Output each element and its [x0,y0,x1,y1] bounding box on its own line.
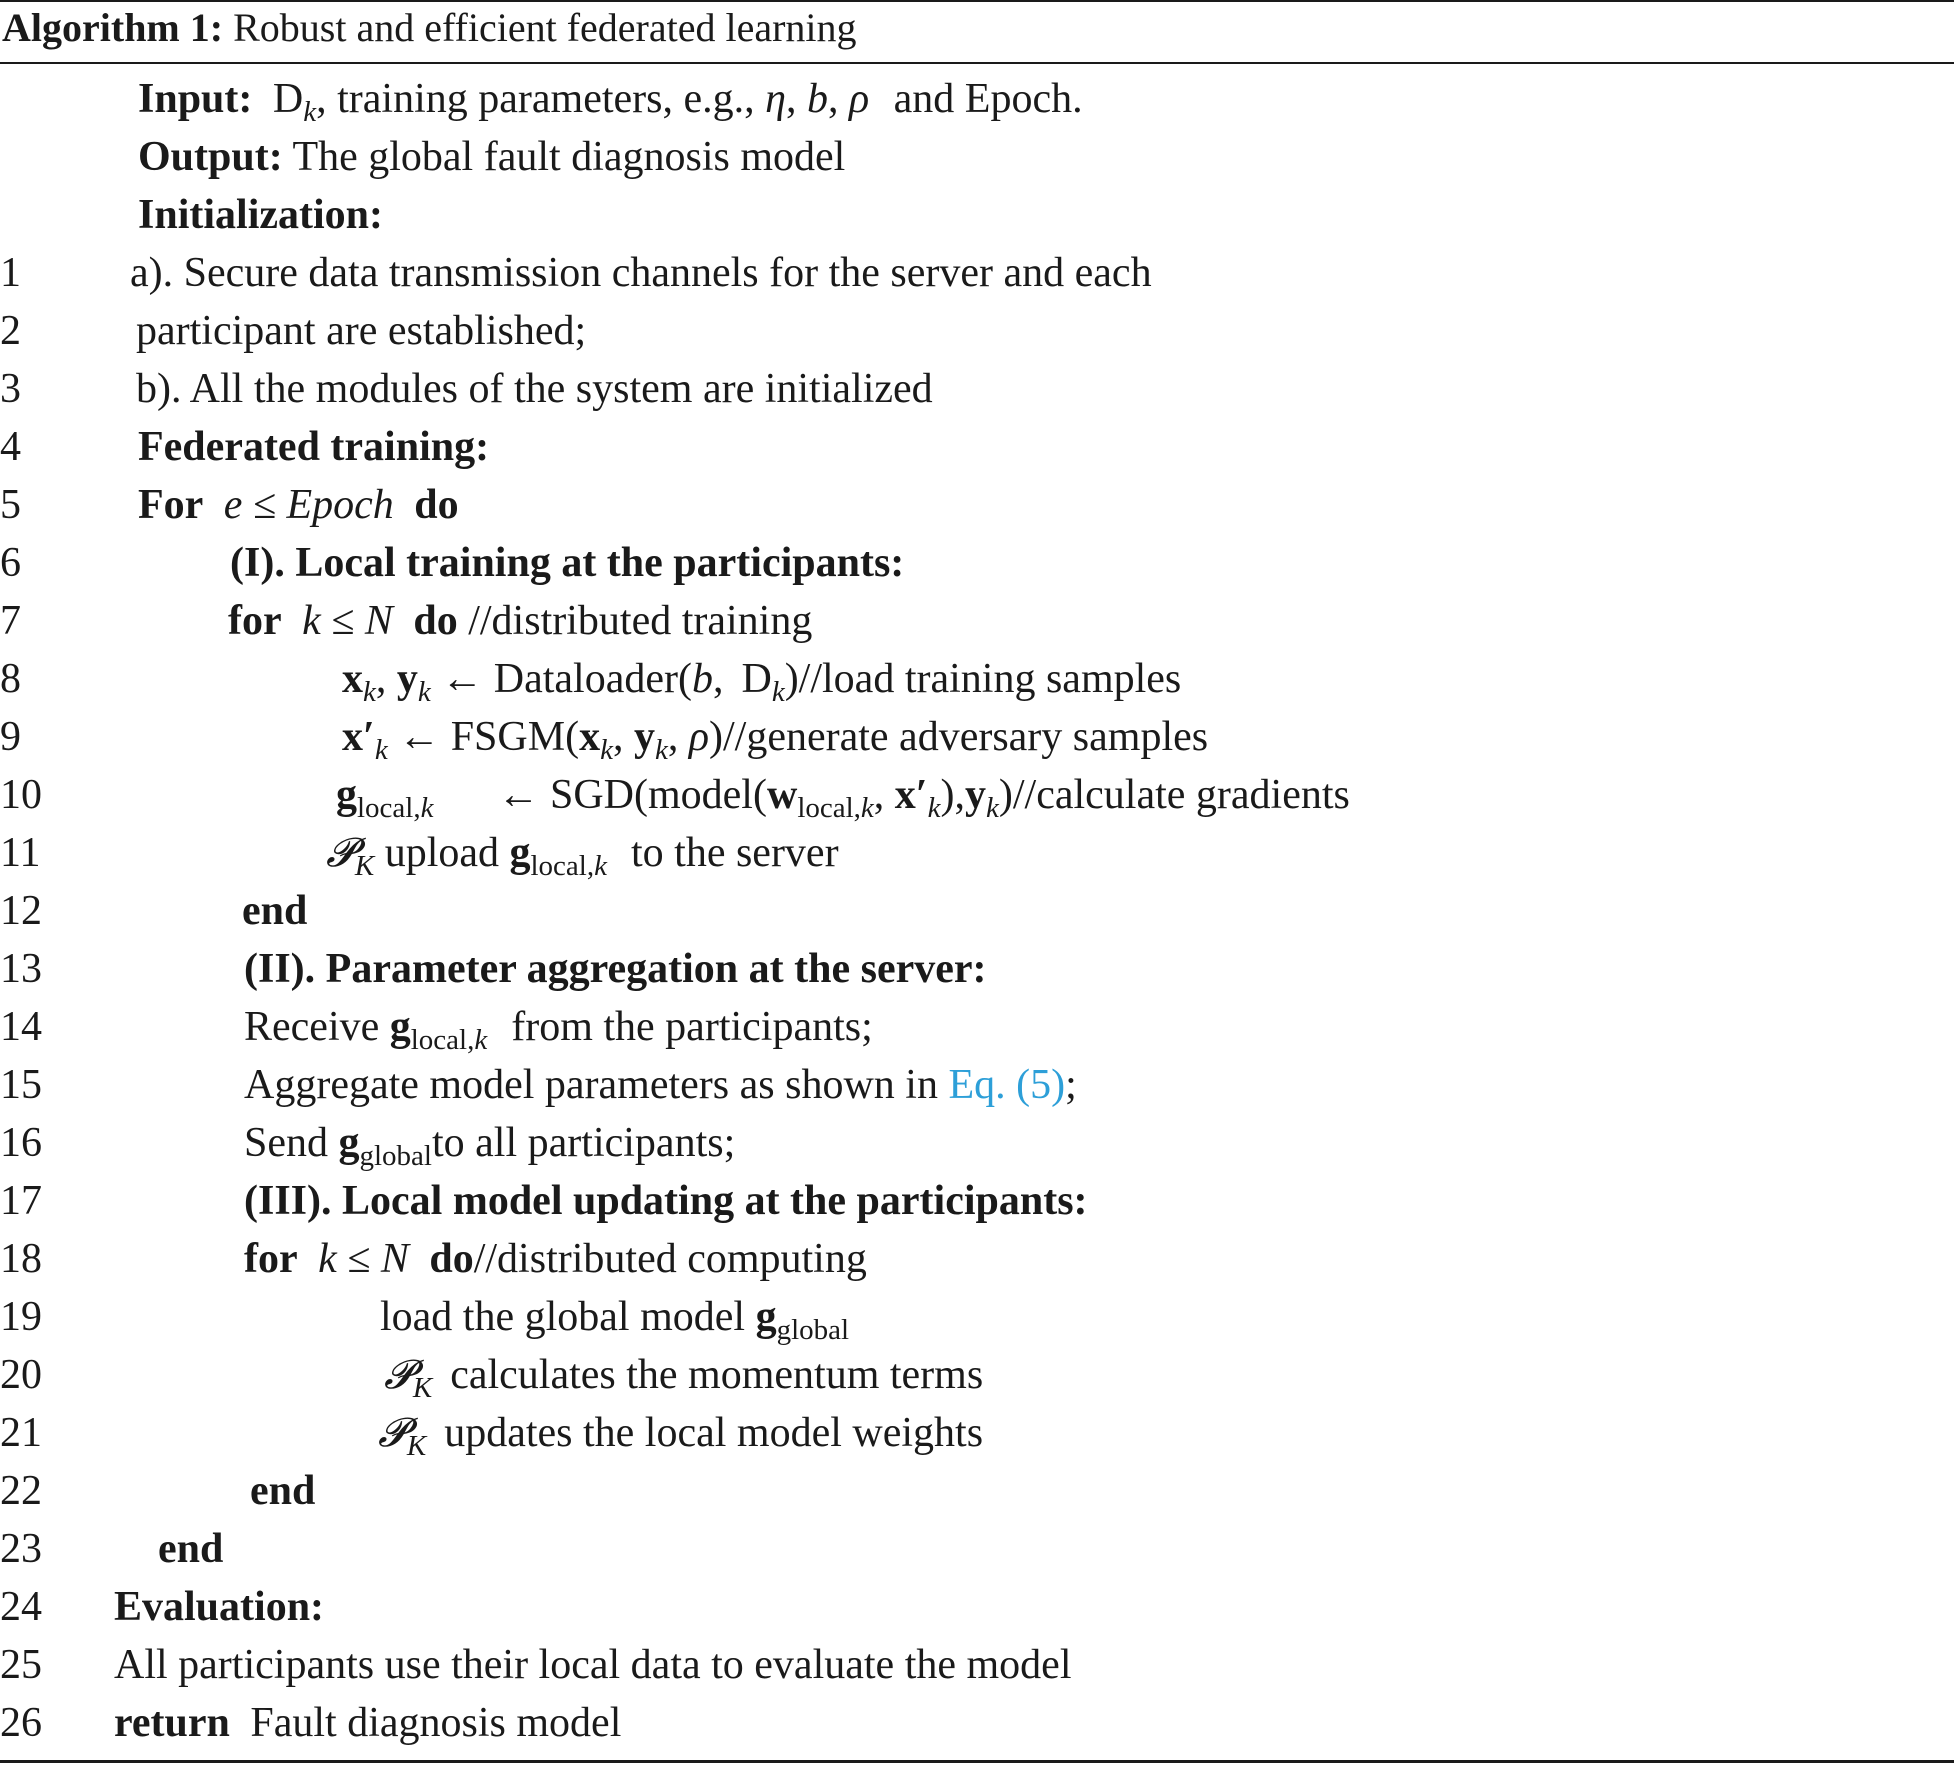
algorithm-title: Robust and efficient federated learning [233,5,857,50]
bottom-rule [0,1760,1954,1763]
line-number: 26 [0,1700,42,1746]
algorithm-line-6: 6 (I). Local training at the participants: [0,534,1954,592]
line-number: 24 [0,1584,42,1630]
line-number: 12 [0,888,42,934]
algorithm-line-16: 16 Send $g_{global}to$ all participants; [0,1114,1954,1172]
algorithm-line-7: 7 for k ≤ N do //distributed training [0,592,1954,650]
line-number: 7 [0,598,21,644]
algorithm-line-10: 10 $g_{local,k}$ ← $SGD(model(w_{local,k}$, $x'_k),y_k)/$/calculate gradients [0,766,1954,824]
algorithm-line-4: 4 Federated training: [0,418,1954,476]
algorithm-line-23: 23 end [0,1520,1954,1578]
line-number: 21 [0,1410,42,1456]
line-number: 6 [0,540,21,586]
output-line: Output: The global fault diagnosis model [138,134,846,180]
algorithm-line-24: 24 Evaluation: [0,1578,1954,1636]
algorithm-line-12: 12 end [0,882,1954,940]
equation-link[interactable]: Eq. (5) [948,1062,1066,1108]
line-number: 11 [0,830,41,876]
line-number: 4 [0,424,21,470]
algorithm-line-26: 26 return Fault diagnosis model [0,1694,1954,1752]
initialization-heading: Initialization: [138,192,384,238]
algorithm-line-17: 17 (III). Local model updating at the participants: [0,1172,1954,1230]
algorithm-line-1: 1 a). Secure data transmission channels for the server and each [0,244,1954,302]
line-number: 20 [0,1352,42,1398]
line-number: 18 [0,1236,42,1282]
line-number: 1 [0,250,21,296]
line-number: 22 [0,1468,42,1514]
line-number: 9 [0,714,21,760]
algorithm-line-9: 9 $x'_k$ ← $FSGM(x_k$, $y_k$, ρ)//generate adversary samples [0,708,1954,766]
algorithm-line-13: 13 (II). Parameter aggregation at the server: [0,940,1954,998]
line-number: 10 [0,772,42,818]
algorithm-line-15: 15 Aggregate model parameters as shown in Eq. (5); [0,1056,1954,1114]
input-line: Input: $D_k$, training parameters, e.g., η, b, ρ and Epoch. [138,76,1083,128]
line-number: 25 [0,1642,42,1688]
algorithm-caption [2,2,857,54]
line-number: 16 [0,1120,42,1166]
algorithm-line-8: 8 $x_k$, $y_k$ ← Dataloader(b, $D_k)/$/load training samples [0,650,1954,708]
line-number: 23 [0,1526,42,1572]
caption-rule [0,62,1954,64]
algorithm-line-20: 20 𝓟$_K$ calculates the momentum terms [0,1346,1954,1404]
algorithm-line-21: 21 𝓟$_K$ updates the local model weights [0,1404,1954,1462]
algorithm-line-14: 14 Receive $g_{local,k}$ from the participants; [0,998,1954,1056]
algorithm-line-3: 3 b). All the modules of the system are initialized [0,360,1954,418]
algorithm-line-25: 25 All participants use their local data to evaluate the model [0,1636,1954,1694]
algorithm-label: Algorithm 1: [2,5,224,50]
line-number: 15 [0,1062,42,1108]
line-number: 8 [0,656,21,702]
line-number: 19 [0,1294,42,1340]
algorithm-line-18: 18 for k ≤ N do//distributed computing [0,1230,1954,1288]
line-number: 17 [0,1178,42,1224]
algorithm-line-5: 5 For e ≤ Epoch do [0,476,1954,534]
line-number: 5 [0,482,21,528]
algorithm-line-22: 22 end [0,1462,1954,1520]
line-number: 2 [0,308,21,354]
algorithm-line-2: 2 participant are established; [0,302,1954,360]
line-number: 3 [0,366,21,412]
algorithm-line-11: 11 𝓟$_K$ upload $g_{local,k}$ to the server [0,824,1954,882]
line-number: 13 [0,946,42,992]
algorithm-line-19: 19 load the global model $g_{global}$ [0,1288,1954,1346]
line-number: 14 [0,1004,42,1050]
